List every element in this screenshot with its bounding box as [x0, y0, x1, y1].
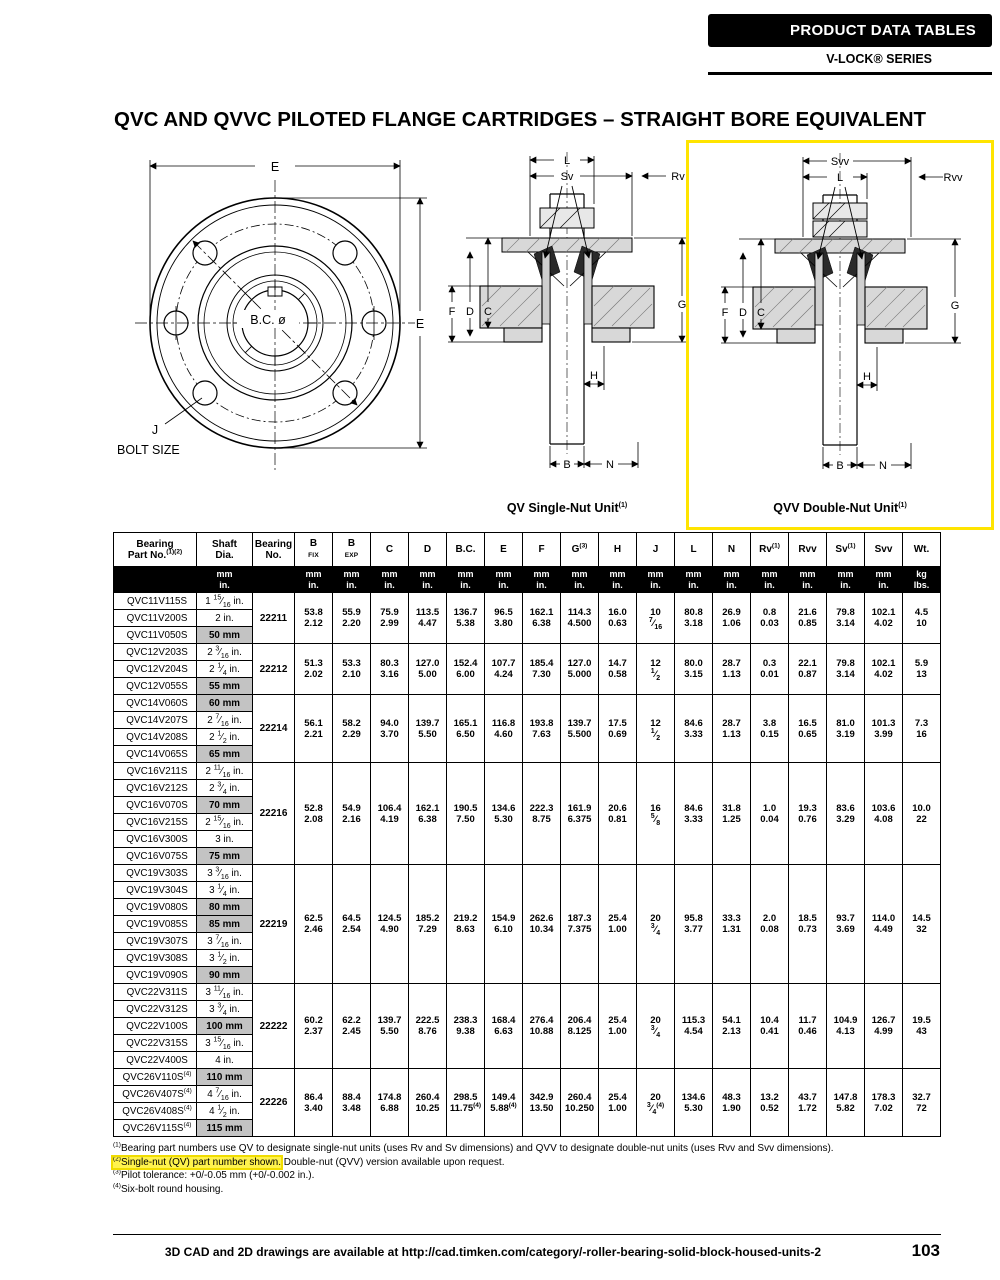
dimension-cell: 4.5 10 — [903, 593, 941, 644]
shaft-dia-cell: 3 $^3⁄_{16}$ in. — [197, 865, 253, 882]
dimension-cell: 62.2 2.45 — [333, 984, 371, 1069]
column-header: L — [675, 533, 713, 567]
dimension-cell: 168.4 6.63 — [485, 984, 523, 1069]
dimension-cell: 17.5 0.69 — [599, 695, 637, 763]
dim-label-sv: Sv — [560, 171, 574, 183]
qv-caption: QV Single-Nut Unit$^{(1)}$ — [506, 501, 628, 515]
table-row — [114, 1069, 941, 1086]
banner — [708, 14, 992, 47]
footer-text: 3D CAD and 2D drawings are available at http://cad.timken.com/category/-roller-bearing-solid-block-housed-units-2 — [164, 1245, 822, 1259]
units-cell: mm in. — [295, 567, 333, 593]
j-label: J — [151, 423, 159, 437]
dimension-cell: 81.0 3.19 — [827, 695, 865, 763]
dimension-cell: 165.1 6.50 — [447, 695, 485, 763]
units-cell: mm in. — [523, 567, 561, 593]
dim-label-h: H — [590, 370, 598, 382]
dimension-cell: 298.5 11.75$^{(4)}$ — [447, 1069, 485, 1137]
part-number-cell: QVC11V050S — [114, 627, 197, 644]
dimension-cell: 127.0 5.00 — [409, 644, 447, 695]
shaft-dia-cell: 1 $^{15}⁄_{16}$ in. — [197, 593, 253, 610]
dimension-cell: 28.7 1.13 — [713, 644, 751, 695]
dimension-cell: 115.3 4.54 — [675, 984, 713, 1069]
part-number-cell: $QVC26V115S^{(4)}$ — [114, 1120, 197, 1137]
units-cell: mm in. — [447, 567, 485, 593]
column-header: Wt. — [903, 533, 941, 567]
dimension-cell: 14.7 0.58 — [599, 644, 637, 695]
series-label: V-LOCK® SERIES — [826, 52, 932, 66]
part-number-cell: QVC19V080S — [114, 899, 197, 916]
part-number-cell: QVC16V070S — [114, 797, 197, 814]
dimension-cell: 116.8 4.60 — [485, 695, 523, 763]
dimension-cell: 60.2 2.37 — [295, 984, 333, 1069]
dimension-cell: 161.9 6.375 — [561, 763, 599, 865]
column-header: Bearing Part No.$^{(1)(2)}$ — [114, 533, 197, 567]
table-row — [114, 644, 941, 661]
dimension-cell: 14.5 32 — [903, 865, 941, 984]
dim-label-c: C — [484, 306, 492, 318]
units-cell: mm in. — [751, 567, 789, 593]
shaft-dia-cell: 70 mm — [197, 797, 253, 814]
dimension-cell: 113.5 4.47 — [409, 593, 447, 644]
shaft-dia-cell: 90 mm — [197, 967, 253, 984]
dimension-cell: 83.6 3.29 — [827, 763, 865, 865]
dimension-cell: 187.3 7.375 — [561, 865, 599, 984]
dimension-cell: 185.2 7.29 — [409, 865, 447, 984]
part-number-cell: QVC22V100S — [114, 1018, 197, 1035]
part-number-cell: QVC22V315S — [114, 1035, 197, 1052]
dimension-cell: 84.6 3.33 — [675, 695, 713, 763]
column-header: N — [713, 533, 751, 567]
table-row — [114, 984, 941, 1001]
bearing-no-cell: 22211 — [253, 593, 295, 644]
dimension-cell: 2.0 0.08 — [751, 865, 789, 984]
shaft-dia-cell: 110 mm — [197, 1069, 253, 1086]
dimension-cell: 12 $^1⁄_2$ — [637, 695, 675, 763]
units-cell: mm in. — [675, 567, 713, 593]
dimension-cell: 53.3 2.10 — [333, 644, 371, 695]
bc-diameter-label: B.C. ø — [250, 313, 286, 327]
shaft-dia-cell: 2 $^7⁄_{16}$ in. — [197, 712, 253, 729]
qv-section-drawing — [442, 146, 692, 496]
dimension-cell: 32.7 72 — [903, 1069, 941, 1137]
dimension-cell: 25.4 1.00 — [599, 865, 637, 984]
dim-label-f: F — [448, 306, 456, 318]
dimension-cell: 96.5 3.80 — [485, 593, 523, 644]
shaft-dia-cell: 2 $^3⁄_{16}$ in. — [197, 644, 253, 661]
dimension-cell: 342.9 13.50 — [523, 1069, 561, 1137]
column-header: H — [599, 533, 637, 567]
dimension-cell: 64.5 2.54 — [333, 865, 371, 984]
dimension-cell: 11.7 0.46 — [789, 984, 827, 1069]
dimension-cell: 162.1 6.38 — [523, 593, 561, 644]
dimension-cell: 51.3 2.02 — [295, 644, 333, 695]
series-rule — [708, 72, 992, 75]
footnote: $^{(3)}$Pilot tolerance: +0/-0.05 mm (+0/-0.002 in.). — [113, 1168, 315, 1181]
dimension-cell: 20 $^3⁄_4$ — [637, 865, 675, 984]
units-cell — [253, 567, 295, 593]
dimension-cell: 79.8 3.14 — [827, 593, 865, 644]
part-number-cell: QVC11V115S — [114, 593, 197, 610]
shaft-dia-cell: 2 $^1⁄_4$ in. — [197, 661, 253, 678]
column-header: Rv$^{(1)}$ — [751, 533, 789, 567]
dimension-cell: 102.1 4.02 — [865, 593, 903, 644]
shaft-dia-cell: 4 in. — [197, 1052, 253, 1069]
dim-label-n: N — [879, 460, 887, 472]
units-row — [114, 567, 941, 593]
dimension-cell: 260.4 10.250 — [561, 1069, 599, 1137]
dimension-cell: 260.4 10.25 — [409, 1069, 447, 1137]
dimension-cell: 43.7 1.72 — [789, 1069, 827, 1137]
dimension-cell: 10.0 22 — [903, 763, 941, 865]
units-cell: mm in. — [827, 567, 865, 593]
dimension-cell: 13.2 0.52 — [751, 1069, 789, 1137]
part-number-cell: QVC22V311S — [114, 984, 197, 1001]
part-number-cell: QVC16V300S — [114, 831, 197, 848]
part-number-cell: QVC14V208S — [114, 729, 197, 746]
bearing-no-cell: 22219 — [253, 865, 295, 984]
shaft-dia-cell: 2 $^{11}⁄_{16}$ in. — [197, 763, 253, 780]
part-number-cell: QVC14V065S — [114, 746, 197, 763]
shaft-dia-cell: 65 mm — [197, 746, 253, 763]
dimension-cell: 79.8 3.14 — [827, 644, 865, 695]
table-row — [114, 593, 941, 610]
dimension-cell: 152.4 6.00 — [447, 644, 485, 695]
dimension-cell: 80.0 3.15 — [675, 644, 713, 695]
dim-label-e-top: E — [270, 160, 280, 174]
part-number-cell: QVC11V200S — [114, 610, 197, 627]
dimension-cell: 190.5 7.50 — [447, 763, 485, 865]
dimension-cell: 5.9 13 — [903, 644, 941, 695]
dim-label-h: H — [863, 371, 871, 383]
column-header: Shaft Dia. — [197, 533, 253, 567]
dimension-cell: 193.8 7.63 — [523, 695, 561, 763]
cartridge-top-plate — [775, 239, 905, 253]
dim-label-l: L — [836, 172, 844, 184]
dimension-cell: 21.6 0.85 — [789, 593, 827, 644]
shaft-dia-cell: 115 mm — [197, 1120, 253, 1137]
part-number-cell: QVC12V204S — [114, 661, 197, 678]
dimension-cell: 25.4 1.00 — [599, 1069, 637, 1137]
bearing-no-cell: 22226 — [253, 1069, 295, 1137]
dimension-cell: 16.5 0.65 — [789, 695, 827, 763]
dimension-cell: 139.7 5.50 — [409, 695, 447, 763]
dimension-cell: 55.9 2.20 — [333, 593, 371, 644]
dimension-cell: 124.5 4.90 — [371, 865, 409, 984]
shaft-dia-cell: 50 mm — [197, 627, 253, 644]
part-number-cell: QVC19V085S — [114, 916, 197, 933]
shaft-dia-cell: 100 mm — [197, 1018, 253, 1035]
units-cell: mm in. — [409, 567, 447, 593]
dimension-cell: 88.4 3.48 — [333, 1069, 371, 1137]
dimension-cell: 93.7 3.69 — [827, 865, 865, 984]
dimension-cell: 7.3 16 — [903, 695, 941, 763]
dimension-cell: 126.7 4.99 — [865, 984, 903, 1069]
bearing-no-cell: 22212 — [253, 644, 295, 695]
dim-label-svv: Svv — [830, 156, 850, 168]
dim-label-rvv: Rvv — [943, 172, 963, 184]
column-header: B FIX — [295, 533, 333, 567]
shaft-dia-cell: 80 mm — [197, 899, 253, 916]
dimension-cell: 10.4 0.41 — [751, 984, 789, 1069]
dimension-cell: 62.5 2.46 — [295, 865, 333, 984]
units-cell: mm in. — [599, 567, 637, 593]
column-header: Sv$^{(1)}$ — [827, 533, 865, 567]
qvv-section-drawing — [715, 147, 965, 497]
column-header: D — [409, 533, 447, 567]
shaft-dia-cell: 3 $^1⁄_4$ in. — [197, 882, 253, 899]
front-view-drawing — [105, 138, 445, 523]
shaft-dia-cell: 60 mm — [197, 695, 253, 712]
part-number-cell: $QVC26V407S^{(4)}$ — [114, 1086, 197, 1103]
column-header: C — [371, 533, 409, 567]
dimension-cell: 20 $^3⁄_4$ — [637, 984, 675, 1069]
shaft-dia-cell: 3 $^{15}⁄_{16}$ in. — [197, 1035, 253, 1052]
units-cell: mm in. — [197, 567, 253, 593]
part-number-cell: QVC19V308S — [114, 950, 197, 967]
part-number-cell: QVC14V060S — [114, 695, 197, 712]
dimension-cell: 54.1 2.13 — [713, 984, 751, 1069]
page-number: 103 — [911, 1241, 940, 1260]
dimension-cell: 22.1 0.87 — [789, 644, 827, 695]
dimension-cell: 134.6 5.30 — [485, 763, 523, 865]
shaft-dia-cell: 3 in. — [197, 831, 253, 848]
dimension-cell: 10 $^7⁄_{16}$ — [637, 593, 675, 644]
column-header: E — [485, 533, 523, 567]
shaft-dia-cell: 55 mm — [197, 678, 253, 695]
dimension-cell: 54.9 2.16 — [333, 763, 371, 865]
part-number-cell: QVC22V400S — [114, 1052, 197, 1069]
column-header: B EXP — [333, 533, 371, 567]
units-cell: mm in. — [789, 567, 827, 593]
part-number-cell: $QVC26V110S^{(4)}$ — [114, 1069, 197, 1086]
dimension-cell: 20.6 0.81 — [599, 763, 637, 865]
footnotes — [113, 1142, 958, 1196]
page-title: QVC AND QVVC PILOTED FLANGE CARTRIDGES – STRAIGHT BORE EQUIVALENT — [114, 108, 927, 131]
dimension-cell: 52.8 2.08 — [295, 763, 333, 865]
footnote: $^{(1)}$Bearing part numbers use QV to designate single-nut units (uses Rv and Sv dimensions) and QVV to designate double-nut units (uses Rvv and Svv dimensions). — [113, 1141, 834, 1154]
shaft-dia-cell: 85 mm — [197, 916, 253, 933]
shaft-dia-cell: 75 mm — [197, 848, 253, 865]
units-cell: mm in. — [713, 567, 751, 593]
bearing-no-cell: 22214 — [253, 695, 295, 763]
dimension-cell: 185.4 7.30 — [523, 644, 561, 695]
dimension-cell: 147.8 5.82 — [827, 1069, 865, 1137]
part-number-cell: QVC16V211S — [114, 763, 197, 780]
dimension-cell: 75.9 2.99 — [371, 593, 409, 644]
dim-label-rv: Rv — [671, 171, 685, 183]
table-row — [114, 763, 941, 780]
product-data-table — [113, 532, 941, 1137]
dimension-cell: 162.1 6.38 — [409, 763, 447, 865]
dimension-cell: 222.5 8.76 — [409, 984, 447, 1069]
bottom-dims — [823, 347, 911, 469]
dimension-cell: 101.3 3.99 — [865, 695, 903, 763]
dimension-cell: 58.2 2.29 — [333, 695, 371, 763]
dimension-cell: 136.7 5.38 — [447, 593, 485, 644]
units-cell: mm in. — [637, 567, 675, 593]
units-cell: mm in. — [865, 567, 903, 593]
footnote: $^{(2)}$Single-nut (QV) part number shown. Double-nut (QVV) version available upon request. — [113, 1155, 505, 1168]
shaft-dia-cell: 4 $^7⁄_{16}$ in. — [197, 1086, 253, 1103]
table-row — [114, 695, 941, 712]
dimension-cell: 222.3 8.75 — [523, 763, 561, 865]
part-number-cell: QVC16V075S — [114, 848, 197, 865]
dimension-cell: 19.5 43 — [903, 984, 941, 1069]
units-cell: mm in. — [561, 567, 599, 593]
column-header: $G^{(3)}$ — [561, 533, 599, 567]
units-cell: mm in. — [485, 567, 523, 593]
dimension-cell: 149.4 5.88$^{(4)}$ — [485, 1069, 523, 1137]
shaft-dia-cell: 2 $^1⁄_2$ in. — [197, 729, 253, 746]
dimension-cell: 0.3 0.01 — [751, 644, 789, 695]
dim-label-b: B — [836, 460, 844, 472]
dimension-cell: 238.3 9.38 — [447, 984, 485, 1069]
units-cell — [114, 567, 197, 593]
column-header: Bearing No. — [253, 533, 295, 567]
dimension-cell: 139.7 5.50 — [371, 984, 409, 1069]
column-header: J — [637, 533, 675, 567]
dimension-cell: 114.0 4.49 — [865, 865, 903, 984]
shaft-dia-cell: 2 $^{15}⁄_{16}$ in. — [197, 814, 253, 831]
dimension-cell: 18.5 0.73 — [789, 865, 827, 984]
column-header: Svv — [865, 533, 903, 567]
part-number-cell: QVC14V207S — [114, 712, 197, 729]
shaft-dia-cell: 2 in. — [197, 610, 253, 627]
dimension-cell: 127.0 5.000 — [561, 644, 599, 695]
dimension-cell: 102.1 4.02 — [865, 644, 903, 695]
dimension-cell: 86.4 3.40 — [295, 1069, 333, 1137]
footer-rule — [113, 1234, 941, 1235]
dimension-cell: 84.6 3.33 — [675, 763, 713, 865]
dimension-cell: 33.3 1.31 — [713, 865, 751, 984]
units-cell: mm in. — [371, 567, 409, 593]
table-head — [114, 533, 941, 593]
dim-label-d: D — [739, 307, 747, 319]
part-number-cell: QVC19V303S — [114, 865, 197, 882]
dimension-cell: 134.6 5.30 — [675, 1069, 713, 1137]
banner-text: PRODUCT DATA TABLES — [790, 22, 976, 39]
dim-label-f: F — [721, 307, 729, 319]
column-header: Rvv — [789, 533, 827, 567]
bearing-no-cell: 22216 — [253, 763, 295, 865]
part-number-cell: QVC12V055S — [114, 678, 197, 695]
bolt-size-label: BOLT SIZE — [117, 443, 180, 457]
dimension-cell: 206.4 8.125 — [561, 984, 599, 1069]
dimension-cell: 56.1 2.21 — [295, 695, 333, 763]
dimension-cell: 262.6 10.34 — [523, 865, 561, 984]
dimension-cell: 31.8 1.25 — [713, 763, 751, 865]
dim-label-n: N — [606, 459, 614, 471]
footnote: $^{(4)}$Six-bolt round housing. — [113, 1182, 224, 1195]
dimension-cell: 1.0 0.04 — [751, 763, 789, 865]
dimension-cell: 103.6 4.08 — [865, 763, 903, 865]
part-number-cell: QVC16V212S — [114, 780, 197, 797]
dimension-cell: 25.4 1.00 — [599, 984, 637, 1069]
cartridge-top-plate — [502, 238, 632, 252]
dim-label-b: B — [563, 459, 571, 471]
column-header: F — [523, 533, 561, 567]
dim-label-l: L — [563, 155, 571, 167]
dim-label-g: G — [677, 299, 687, 311]
header-row — [114, 533, 941, 567]
part-number-cell: QVC12V203S — [114, 644, 197, 661]
dimension-cell: 48.3 1.90 — [713, 1069, 751, 1137]
dim-label-e-right: E — [415, 317, 425, 331]
bearing-no-cell: 22222 — [253, 984, 295, 1069]
dimension-cell: 104.9 4.13 — [827, 984, 865, 1069]
dim-label-g: G — [950, 300, 960, 312]
shaft-dia-cell: 3 $^7⁄_{16}$ in. — [197, 933, 253, 950]
part-number-cell: QVC19V090S — [114, 967, 197, 984]
dimension-cell: 114.3 4.500 — [561, 593, 599, 644]
dimension-cell: 276.4 10.88 — [523, 984, 561, 1069]
part-number-cell: QVC19V307S — [114, 933, 197, 950]
dimension-cell: 3.8 0.15 — [751, 695, 789, 763]
dimension-cell: 94.0 3.70 — [371, 695, 409, 763]
part-number-cell: QVC19V304S — [114, 882, 197, 899]
dimension-cell: 16.0 0.63 — [599, 593, 637, 644]
dim-label-c: C — [757, 307, 765, 319]
dimension-cell: 219.2 8.63 — [447, 865, 485, 984]
table-body — [114, 593, 941, 1137]
dimension-cell: 139.7 5.500 — [561, 695, 599, 763]
dimension-cell: 80.3 3.16 — [371, 644, 409, 695]
part-number-cell: $QVC26V408S^{(4)}$ — [114, 1103, 197, 1120]
dimension-cell: 154.9 6.10 — [485, 865, 523, 984]
part-number-cell: QVC22V312S — [114, 1001, 197, 1018]
dim-label-d: D — [466, 306, 474, 318]
dimension-cell: 20 $^3⁄_4^{(4)}$ — [637, 1069, 675, 1137]
bottom-dims — [550, 346, 638, 468]
table-row — [114, 865, 941, 882]
dimension-cell: 53.8 2.12 — [295, 593, 333, 644]
shaft-dia-cell: 3 $^{11}⁄_{16}$ in. — [197, 984, 253, 1001]
units-cell: kg lbs. — [903, 567, 941, 593]
dimension-cell: 12 $^1⁄_2$ — [637, 644, 675, 695]
dimension-cell: 106.4 4.19 — [371, 763, 409, 865]
column-header: B.C. — [447, 533, 485, 567]
locknut — [540, 208, 594, 228]
shaft-dia-cell: 2 $^3⁄_4$ in. — [197, 780, 253, 797]
dimension-cell: 95.8 3.77 — [675, 865, 713, 984]
shaft-dia-cell: 3 $^1⁄_2$ in. — [197, 950, 253, 967]
dimension-cell: 0.8 0.03 — [751, 593, 789, 644]
dimension-cell: 80.8 3.18 — [675, 593, 713, 644]
units-cell: mm in. — [333, 567, 371, 593]
dimension-cell: 26.9 1.06 — [713, 593, 751, 644]
qvv-highlight-box — [686, 140, 994, 530]
shaft-dia-cell: 3 $^3⁄_4$ in. — [197, 1001, 253, 1018]
dimension-cell: 174.8 6.88 — [371, 1069, 409, 1137]
dimension-cell: 16 $^5⁄_8$ — [637, 763, 675, 865]
shaft-dia-cell: 4 $^1⁄_2$ in. — [197, 1103, 253, 1120]
dimension-cell: 178.3 7.02 — [865, 1069, 903, 1137]
dimension-cell: 107.7 4.24 — [485, 644, 523, 695]
dimension-cell: 28.7 1.13 — [713, 695, 751, 763]
part-number-cell: QVC16V215S — [114, 814, 197, 831]
dimension-cell: 19.3 0.76 — [789, 763, 827, 865]
qvv-caption: QVV Double-Nut Unit$^{(1)}$ — [773, 501, 907, 515]
